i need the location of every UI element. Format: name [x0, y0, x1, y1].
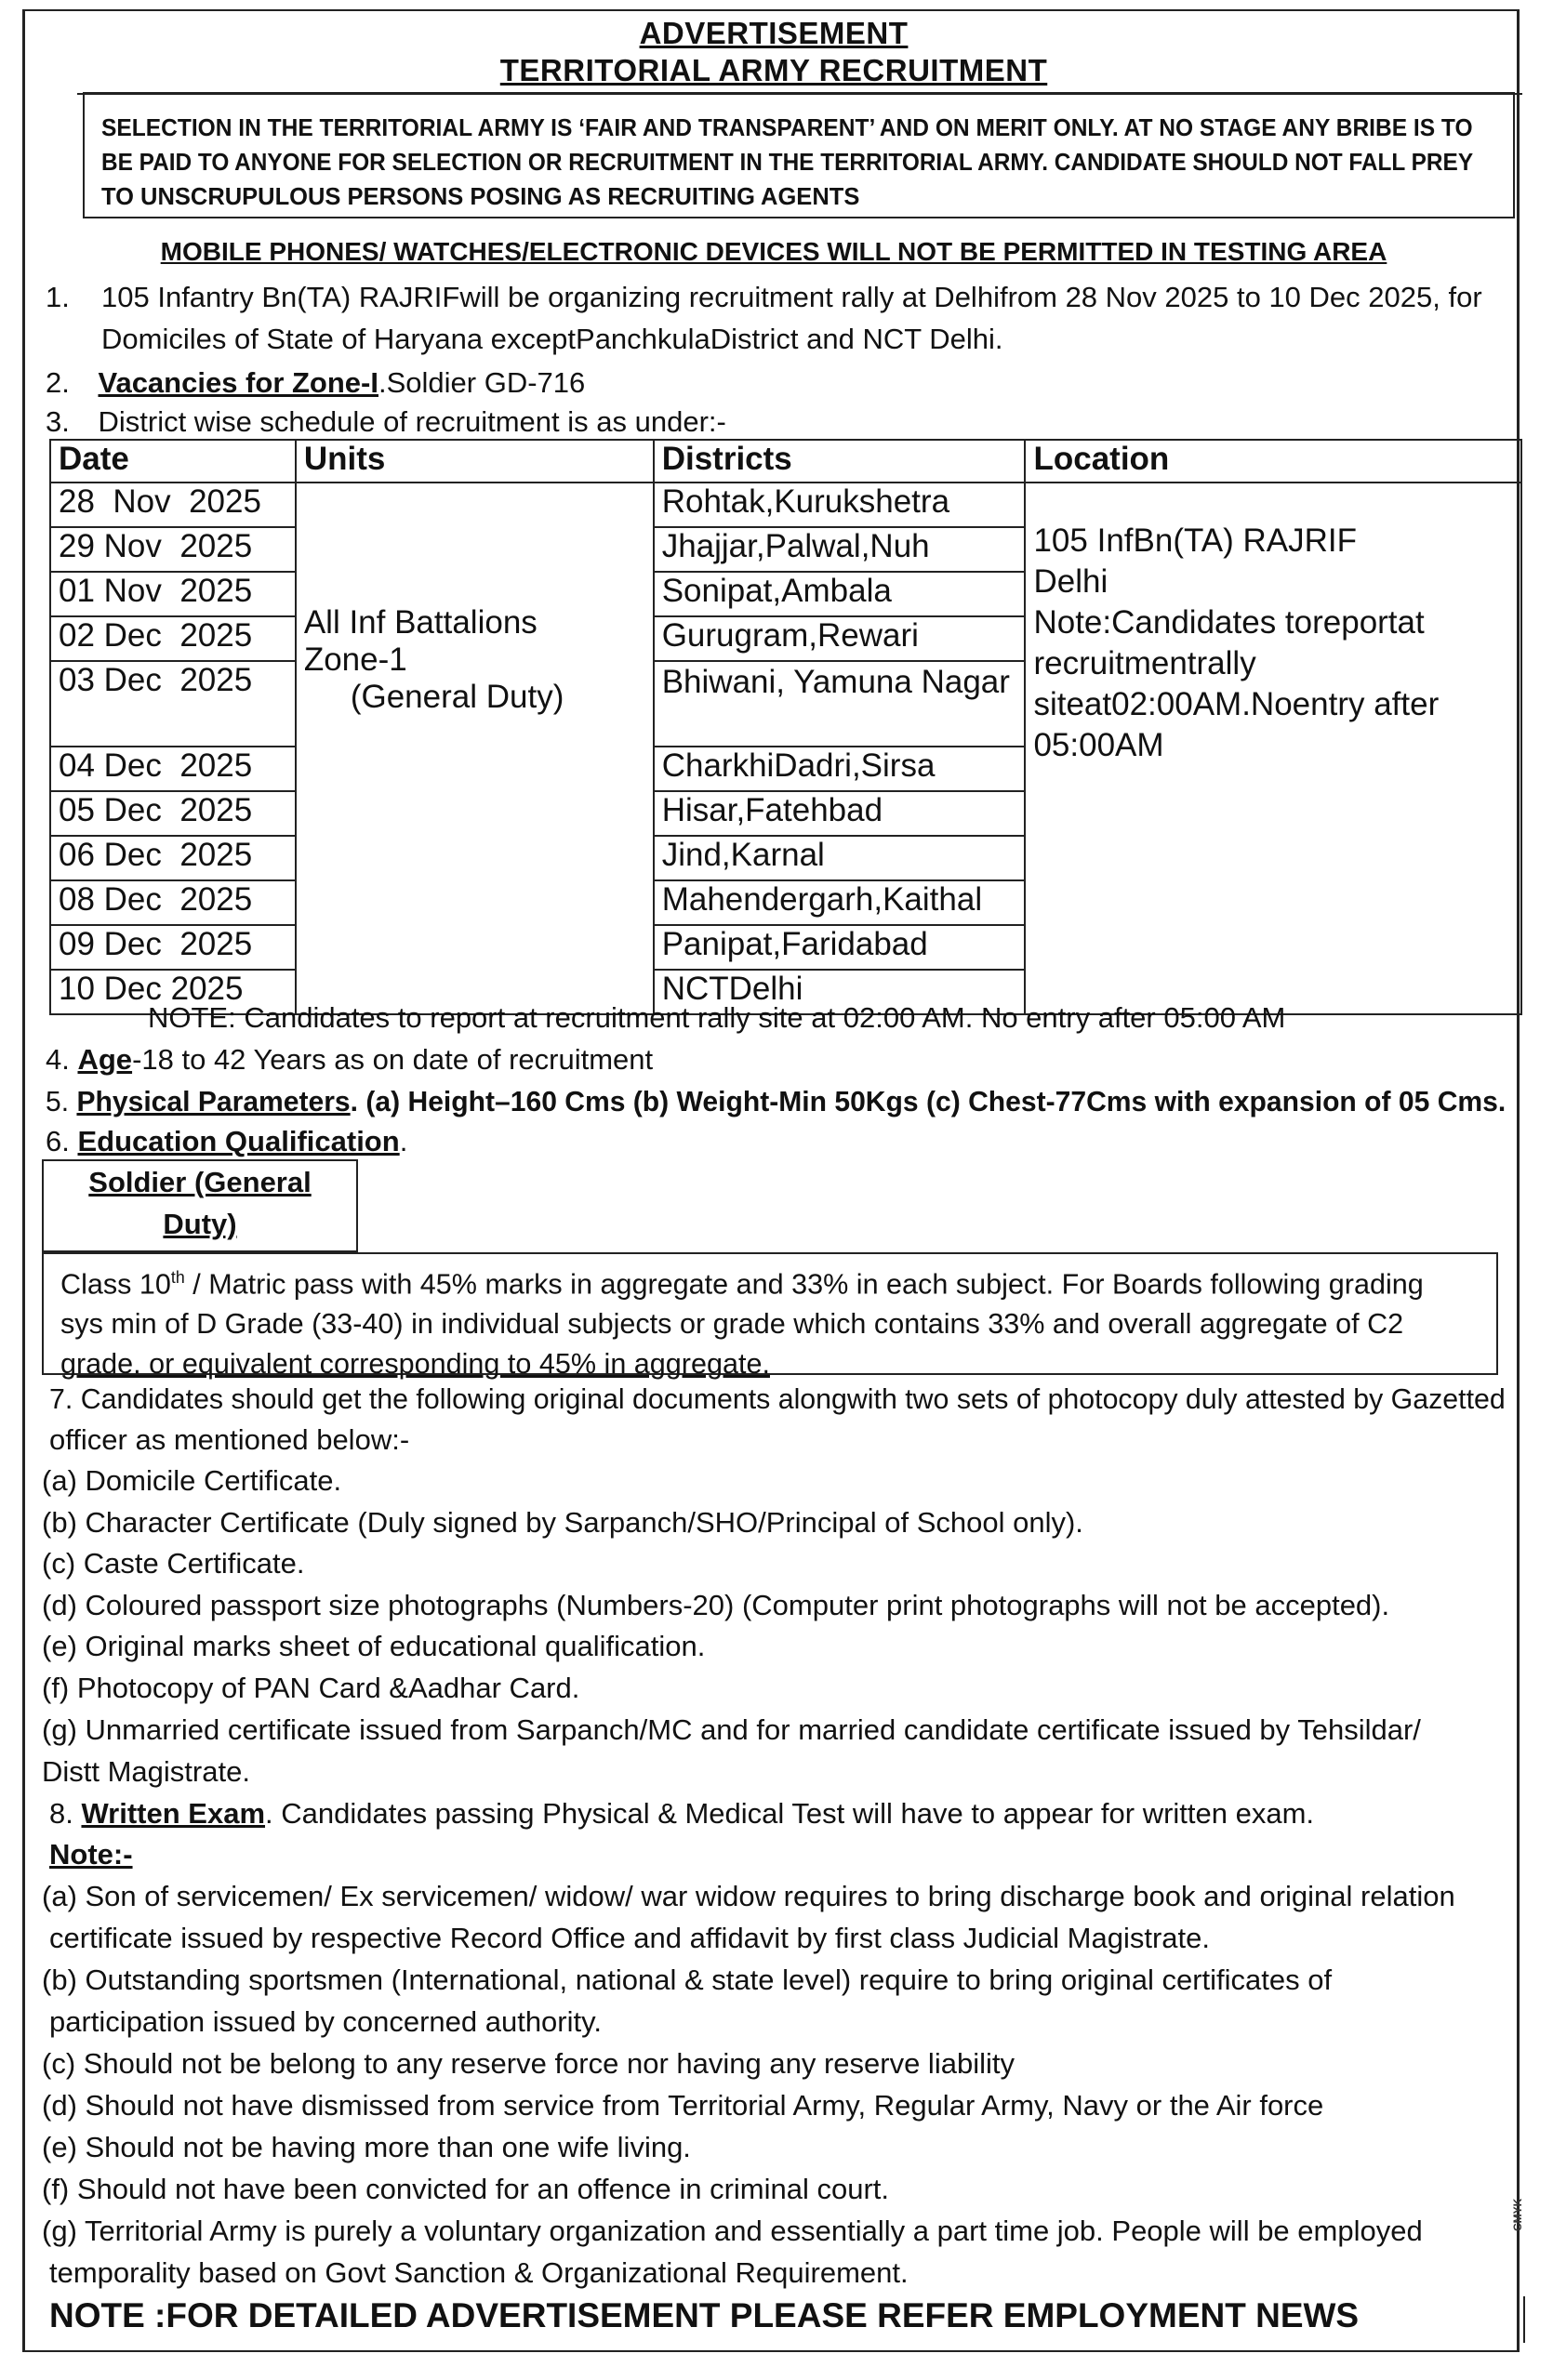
cell-district: Jind,Karnal — [654, 836, 1026, 880]
para-5-label: Physical Parameters — [76, 1085, 351, 1117]
para-6 — [46, 1125, 407, 1158]
note-e: (e) Should not be having more than one wife living. — [42, 2131, 691, 2163]
education-line-2: sys min of D Grade (33-40) in individual subjects or grade which contains 33% and overall aggregate of C2 — [60, 1307, 1404, 1341]
warning-line-1: SELECTION IN THE TERRITORIAL ARMY IS ‘FAIR AND TRANSPARENT’ AND ON MERIT ONLY. AT NO STAGE ANY BRIBE IS TO — [101, 113, 1473, 141]
cell-date: 04 Dec 2025 — [50, 747, 296, 791]
note-a-line-2: certificate issued by respective Record Office and affidavit by first class Judicial Magistrate. — [49, 1922, 1211, 1954]
para-7-item-g-line-1: (g) Unmarried certificate issued from Sarpanch/MC and for married candidate certificate issued by Tehsildar/ — [42, 1713, 1421, 1746]
para-2-label: Vacancies for Zone-I — [98, 366, 378, 399]
para-4-number: 4. — [46, 1043, 70, 1076]
cell-district: Sonipat,Ambala — [654, 572, 1026, 616]
para-5-number: 5. — [46, 1085, 70, 1117]
location-line-6: 05:00AM — [1033, 727, 1164, 763]
para-8-label: Written Exam — [81, 1797, 266, 1830]
cell-location — [1025, 483, 1521, 1014]
cell-district: Mahendergarh,Kaithal — [654, 880, 1026, 925]
units-line-2: Zone-1 — [303, 641, 407, 678]
cell-district: Panipat,Faridabad — [654, 925, 1026, 970]
note-a-line-1: (a) Son of servicemen/ Ex servicemen/ widow/ war widow requires to bring discharge book and original relation — [42, 1880, 1455, 1912]
education-header-cell — [42, 1159, 358, 1252]
para-2 — [46, 366, 585, 400]
para-1-line-2: Domiciles of State of Haryana exceptPanchkulaDistrict and NCT Delhi. — [101, 323, 1003, 355]
header-districts: Districts — [654, 440, 1026, 483]
page-title: ADVERTISEMENT — [639, 16, 909, 50]
para-4-label: Age — [77, 1043, 133, 1076]
para-6-label: Education Qualification — [77, 1125, 400, 1157]
cell-district: Bhiwani, Yamuna Nagar — [654, 661, 1026, 747]
note-f: (f) Should not have been convicted for an offence in criminal court. — [42, 2173, 890, 2205]
header — [25, 16, 1522, 88]
notes-heading: Note:- — [49, 1838, 133, 1871]
para-5-text: . (a) Height–160 Cms (b) Weight-Min 50Kgs (c) Chest-77Cms with expansion of 05 Cms. — [350, 1085, 1507, 1117]
cell-units — [296, 483, 654, 1014]
para-3-number: 3. — [46, 405, 70, 438]
cell-date: 05 Dec 2025 — [50, 791, 296, 836]
mobile-notice: MOBILE PHONES/ WATCHES/ELECTRONIC DEVICES WILL NOT BE PERMITTED IN TESTING AREA — [160, 237, 1387, 266]
para-7-line-1: 7. Candidates should get the following original documents alongwith two sets of photocopy duly attested by Gazetted — [49, 1382, 1506, 1415]
cell-date: 01 Nov 2025 — [50, 572, 296, 616]
bottom-rule — [22, 2350, 1520, 2352]
cell-date: 29 Nov 2025 — [50, 527, 296, 572]
header-location: Location — [1025, 440, 1521, 483]
para-8-number: 8. — [49, 1797, 82, 1830]
schedule-table — [49, 439, 1522, 1015]
document-list-item: (d) Coloured passport size photographs (Numbers-20) (Computer print photographs will not be accepted). — [42, 1589, 1390, 1621]
note-d: (d) Should not have dismissed from service from Territorial Army, Regular Army, Navy or the Air force — [42, 2089, 1324, 2122]
document-list-item: (b) Character Certificate (Duly signed by Sarpanch/SHO/Principal of School only). — [42, 1506, 1083, 1539]
cell-date: 02 Dec 2025 — [50, 616, 296, 661]
document-list-item: (e) Original marks sheet of educational qualification. — [42, 1630, 706, 1662]
footer-note: NOTE :FOR DETAILED ADVERTISEMENT PLEASE REFER EMPLOYMENT NEWS — [49, 2296, 1360, 2334]
cell-district: Hisar,Fatehbad — [654, 791, 1026, 836]
education-line-1 — [60, 1258, 1460, 1303]
location-line-4: recruitmentrally — [1033, 645, 1256, 681]
location-line-3: Note:Candidates toreportat — [1033, 604, 1425, 641]
para-6-text: . — [399, 1125, 408, 1157]
location-line-5: siteat02:00AM.Noentry after — [1033, 686, 1440, 722]
document-list-item: (c) Caste Certificate. — [42, 1547, 305, 1580]
note-g-line-1: (g) Territorial Army is purely a voluntary organization and essentially a part time job. People will be employed — [42, 2215, 1423, 2247]
document-list-item: (a) Domicile Certificate. — [42, 1464, 342, 1497]
para-4 — [46, 1043, 653, 1077]
header-units: Units — [296, 440, 654, 483]
cell-district: Rohtak,Kurukshetra — [654, 483, 1026, 527]
para-2-text: .Soldier GD-716 — [378, 366, 586, 399]
cmyk-mark: CMYK — [1511, 2198, 1524, 2231]
cell-date: 09 Dec 2025 — [50, 925, 296, 970]
page-subtitle: TERRITORIAL ARMY RECRUITMENT — [499, 53, 1048, 87]
note-c: (c) Should not be belong to any reserve force nor having any reserve liability — [42, 2047, 1015, 2080]
cell-district: CharkhiDadri,Sirsa — [654, 747, 1026, 791]
cell-district: NCTDelhi — [654, 970, 1026, 1014]
education-sup: th — [170, 1268, 185, 1287]
cell-date: 03 Dec 2025 — [50, 661, 296, 747]
register-tick — [1523, 2296, 1525, 2343]
units-line-1: All Inf Battalions — [303, 604, 538, 641]
table-row — [50, 483, 1521, 527]
cell-district: Gurugram,Rewari — [654, 616, 1026, 661]
para-1-line-1: 105 Infantry Bn(TA) RAJRIFwill be organizing recruitment rally at Delhifrom 28 Nov 2025 to 10 Dec 2025, for — [101, 281, 1482, 313]
education-body-cell — [42, 1252, 1498, 1381]
education-line-1a: Class 10 — [60, 1267, 171, 1301]
education-head-line-2: Duty) — [163, 1208, 237, 1240]
para-8 — [49, 1797, 1314, 1831]
para-7-line-2: officer as mentioned below:- — [49, 1423, 410, 1456]
cell-district: Jhajjar,Palwal,Nuh — [654, 527, 1026, 572]
table-note: NOTE: Candidates to report at recruitment rally site at 02:00 AM. No entry after 05:00 AM — [148, 1001, 1286, 1034]
para-3 — [46, 405, 726, 439]
warning-line-2: BE PAID TO ANYONE FOR SELECTION OR RECRUITMENT IN THE TERRITORIAL ARMY. CANDIDATE SHOULD NOT FALL PREY — [101, 148, 1474, 176]
education-line-1b: / Matric pass with 45% marks in aggregate and 33% in each subject. For Boards following grading — [184, 1267, 1424, 1301]
location-line-2: Delhi — [1033, 563, 1108, 600]
education-line-3: grade. or equivalent corresponding to 45% in aggregate. — [60, 1347, 770, 1381]
warning-box — [83, 92, 1515, 218]
note-g-line-2: temporality based on Govt Sanction & Organizational Requirement. — [49, 2256, 909, 2289]
cell-date: 28 Nov 2025 — [50, 483, 296, 527]
advertisement-page — [22, 9, 1520, 2352]
para-1-number: 1. — [46, 281, 70, 313]
warning-line-3: TO UNSCRUPULOUS PERSONS POSING AS RECRUITING AGENTS — [101, 182, 860, 210]
header-date: Date — [50, 440, 296, 483]
para-7-item-g-line-2: Distt Magistrate. — [42, 1755, 250, 1788]
para-6-number: 6. — [46, 1125, 70, 1157]
note-b-line-2: participation issued by concerned authority. — [49, 2005, 602, 2038]
cell-date: 06 Dec 2025 — [50, 836, 296, 880]
note-b-line-1: (b) Outstanding sportsmen (International, national & state level) require to bring original certificates of — [42, 1964, 1333, 1996]
education-head-line-1: Soldier (General — [88, 1166, 312, 1198]
para-3-text: District wise schedule of recruitment is as under:- — [98, 405, 726, 438]
para-2-number: 2. — [46, 366, 70, 399]
cell-date: 10 Dec 2025 — [50, 970, 296, 1014]
units-line-3: (General Duty) — [350, 679, 564, 715]
para-5 — [46, 1085, 1506, 1118]
cell-date: 08 Dec 2025 — [50, 880, 296, 925]
location-line-1: 105 InfBn(TA) RAJRIF — [1033, 522, 1357, 559]
para-8-text: . Candidates passing Physical & Medical Test will have to appear for written exam. — [265, 1797, 1315, 1830]
para-4-text: -18 to 42 Years as on date of recruitment — [132, 1043, 654, 1076]
table-header-row — [50, 440, 1521, 483]
document-list-item: (f) Photocopy of PAN Card &Aadhar Card. — [42, 1672, 580, 1704]
